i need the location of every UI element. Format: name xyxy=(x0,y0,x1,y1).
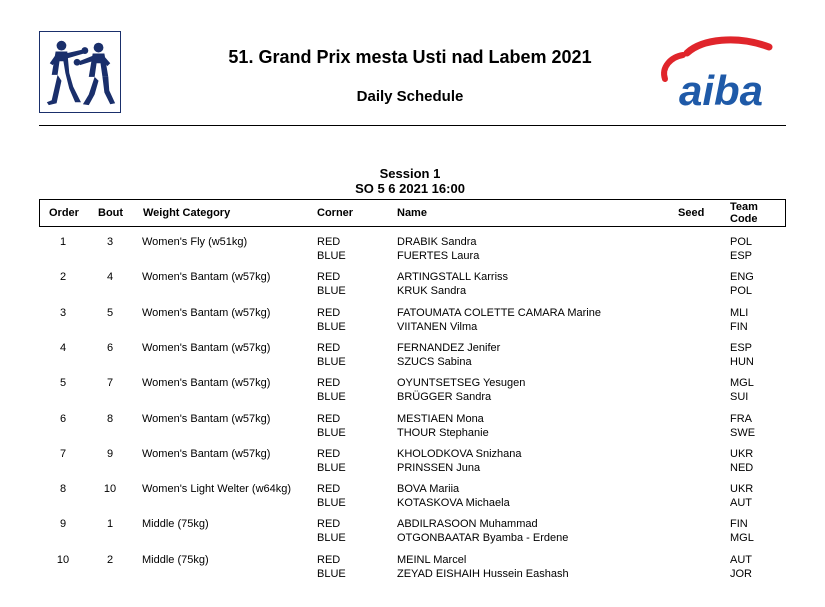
order-cell: 10 xyxy=(56,553,70,566)
bout-cell: 2 xyxy=(106,553,114,566)
col-corner: Corner xyxy=(317,207,354,219)
table-row xyxy=(0,482,825,510)
weight-category-cell: Women's Bantam (w57kg) xyxy=(142,271,271,284)
weight-category-cell: Middle (75kg) xyxy=(142,518,209,531)
blue-team-cell: NED xyxy=(730,461,754,474)
blue-name-cell: THOUR Stephanie xyxy=(397,426,489,439)
red-corner-cell: RED xyxy=(317,236,341,248)
red-name-cell: ABDILRASOON Muhammad xyxy=(397,518,538,531)
blue-corner-cell: BLUE xyxy=(317,285,346,298)
red-team-cell: UKR xyxy=(730,483,754,496)
order-cell: 2 xyxy=(59,271,67,284)
red-team-cell: POL xyxy=(730,236,753,248)
red-corner-cell: RED xyxy=(317,306,341,319)
weight-category-cell: Women's Bantam (w57kg) xyxy=(142,412,271,425)
table-row xyxy=(0,270,825,298)
red-corner-cell: RED xyxy=(317,483,341,496)
blue-name-cell: ZEYAD EISHAIH Hussein Eashash xyxy=(397,567,569,580)
blue-name-cell: SZUCS Sabina xyxy=(397,355,472,368)
table-header xyxy=(39,199,786,227)
red-team-cell: UKR xyxy=(730,447,754,460)
weight-category-cell: Women's Fly (w51kg) xyxy=(142,236,248,248)
order-cell: 3 xyxy=(59,306,67,319)
table-row xyxy=(0,517,825,545)
red-name-cell: MESTIAEN Mona xyxy=(397,412,484,425)
col-order: Order xyxy=(49,207,79,219)
red-corner-cell: RED xyxy=(317,341,341,354)
red-team-cell: FIN xyxy=(730,518,748,531)
red-corner-cell: RED xyxy=(317,377,341,390)
blue-team-cell: ESP xyxy=(730,250,753,262)
blue-name-cell: KRUK Sandra xyxy=(397,285,467,298)
blue-name-cell: VIITANEN Vilma xyxy=(397,320,478,333)
red-corner-cell: RED xyxy=(317,447,341,460)
session-name: Session 1 xyxy=(379,166,441,181)
blue-name-cell: FUERTES Laura xyxy=(397,250,480,262)
red-team-cell: MLI xyxy=(730,306,749,319)
blue-team-cell: JOR xyxy=(730,567,752,580)
weight-category-cell: Middle (75kg) xyxy=(142,553,209,566)
blue-corner-cell: BLUE xyxy=(317,532,346,545)
blue-corner-cell: BLUE xyxy=(317,355,346,368)
col-seed: Seed xyxy=(678,207,705,219)
blue-team-cell: SWE xyxy=(730,426,756,439)
page-title: 51. Grand Prix mesta Usti nad Labem 2021 xyxy=(228,47,592,67)
table-row xyxy=(0,376,825,404)
table-row xyxy=(0,412,825,440)
weight-category-cell: Women's Bantam (w57kg) xyxy=(142,306,271,319)
red-corner-cell: RED xyxy=(317,271,341,284)
bout-cell: 8 xyxy=(106,412,114,425)
blue-name-cell: BRÜGGER Sandra xyxy=(397,391,492,404)
red-corner-cell: RED xyxy=(317,553,341,566)
bout-cell: 3 xyxy=(106,236,114,248)
red-team-cell: AUT xyxy=(730,553,752,566)
weight-category-cell: Women's Light Welter (w64kg) xyxy=(142,483,292,496)
blue-name-cell: OTGONBAATAR Byamba - Erdene xyxy=(397,532,569,545)
table-row xyxy=(0,447,825,475)
blue-team-cell: HUN xyxy=(730,355,754,368)
red-corner-cell: RED xyxy=(317,518,341,531)
session-datetime: SO 5 6 2021 16:00 xyxy=(355,181,465,196)
bout-cell: 9 xyxy=(106,447,114,460)
red-name-cell: KHOLODKOVA Snizhana xyxy=(397,447,522,460)
blue-team-cell: FIN xyxy=(730,320,748,333)
bout-cell: 1 xyxy=(106,518,114,531)
blue-team-cell: AUT xyxy=(730,497,752,510)
blue-team-cell: MGL xyxy=(730,532,754,545)
red-team-cell: MGL xyxy=(730,377,754,390)
page-subtitle: Daily Schedule xyxy=(356,88,464,105)
order-cell: 1 xyxy=(59,236,67,248)
col-team-line2: Code xyxy=(730,213,758,225)
bout-cell: 5 xyxy=(106,306,114,319)
red-name-cell: DRABIK Sandra xyxy=(397,236,477,248)
red-team-cell: FRA xyxy=(730,412,752,425)
table-row xyxy=(0,341,825,369)
table-row xyxy=(0,553,825,581)
table-row xyxy=(0,306,825,334)
blue-corner-cell: BLUE xyxy=(317,320,346,333)
svg-text:aiba: aiba xyxy=(679,67,764,113)
col-bout: Bout xyxy=(98,207,124,219)
red-name-cell: OYUNTSETSEG Yesugen xyxy=(397,377,526,390)
red-name-cell: FATOUMATA COLETTE CAMARA Marine xyxy=(397,306,601,319)
bout-cell: 4 xyxy=(106,271,114,284)
order-cell: 7 xyxy=(59,447,67,460)
weight-category-cell: Women's Bantam (w57kg) xyxy=(142,377,271,390)
blue-corner-cell: BLUE xyxy=(317,461,346,474)
red-name-cell: BOVA Mariia xyxy=(397,483,460,496)
blue-name-cell: PRINSSEN Juna xyxy=(397,461,481,474)
blue-name-cell: KOTASKOVA Michaela xyxy=(397,497,510,510)
col-name: Name xyxy=(397,207,427,219)
session-heading xyxy=(250,166,570,196)
blue-team-cell: POL xyxy=(730,285,753,298)
aiba-logo xyxy=(657,33,777,113)
weight-category-cell: Women's Bantam (w57kg) xyxy=(142,447,271,460)
red-name-cell: ARTINGSTALL Karriss xyxy=(397,271,509,284)
weight-category-cell: Women's Bantam (w57kg) xyxy=(142,341,271,354)
red-name-cell: MEINL Marcel xyxy=(397,553,467,566)
red-team-cell: ENG xyxy=(730,271,754,284)
col-weight-category: Weight Category xyxy=(143,207,231,219)
order-cell: 4 xyxy=(59,341,67,354)
table-row xyxy=(0,235,825,263)
red-name-cell: FERNANDEZ Jenifer xyxy=(397,341,501,354)
bout-cell: 6 xyxy=(106,341,114,354)
order-cell: 6 xyxy=(59,412,67,425)
header-divider xyxy=(39,125,786,126)
bout-cell: 7 xyxy=(106,377,114,390)
blue-corner-cell: BLUE xyxy=(317,391,346,404)
col-team-line1: Team xyxy=(730,201,758,213)
blue-corner-cell: BLUE xyxy=(317,426,346,439)
blue-corner-cell: BLUE xyxy=(317,567,346,580)
red-team-cell: ESP xyxy=(730,341,753,354)
blue-team-cell: SUI xyxy=(730,391,749,404)
blue-corner-cell: BLUE xyxy=(317,497,346,510)
boxers-logo xyxy=(39,31,121,113)
red-corner-cell: RED xyxy=(317,412,341,425)
order-cell: 8 xyxy=(59,483,67,496)
order-cell: 5 xyxy=(59,377,67,390)
order-cell: 9 xyxy=(59,518,67,531)
bout-cell: 10 xyxy=(103,483,117,496)
blue-corner-cell: BLUE xyxy=(317,250,346,262)
